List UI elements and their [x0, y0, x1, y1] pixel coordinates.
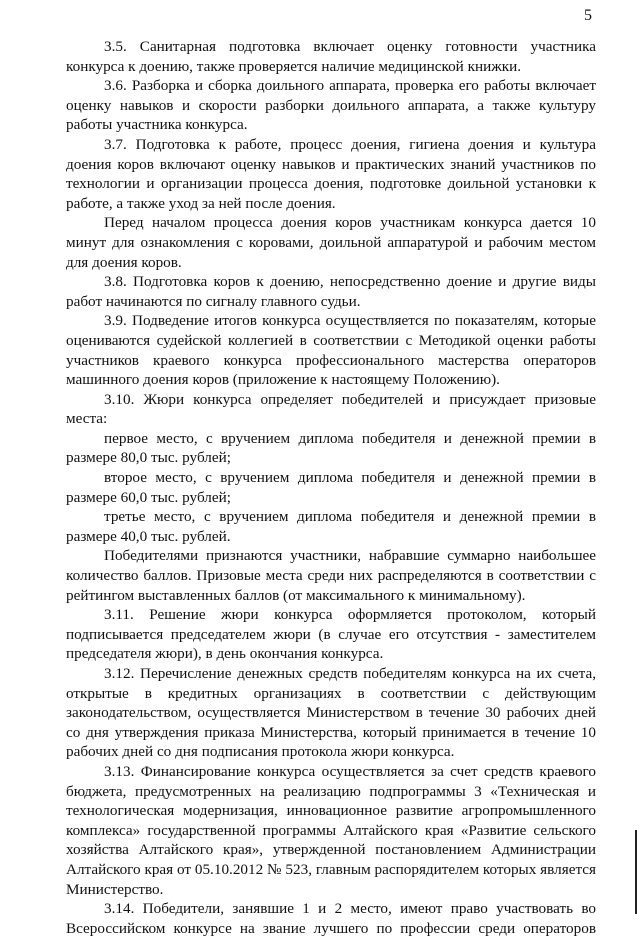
scan-edge-line [635, 830, 637, 914]
paragraph-preparation-time: Перед началом процесса доения коров участникам конкурса дается 10 минут для ознакомления с коровами, доильной аппаратурой и рабочим местом для доения коров. [66, 214, 596, 271]
paragraph-winners: Победителями признаются участники, набравшие суммарно наибольшее количество баллов. Призовые места среди них распределяются в соответствии с рейтингом выставленных баллов (от максимального к минимальному). [66, 547, 596, 604]
paragraph-3-7: 3.7. Подготовка к работе, процесс доения, гигиена доения и культура доения коров включают оценку навыков и практических знаний участников по технологии и организации процесса доения, подготовке доильной установки к работе, а также уход за ней после доения. [66, 135, 596, 212]
paragraph-3-6: 3.6. Разборка и сборка доильного аппарата, проверка его работы включает оценку навыков и скорости разборки доильного аппарата, а также культуру работы участника конкурса. [66, 77, 596, 134]
paragraph-3-14: 3.14. Победители, занявшие 1 и 2 место, имеют право участвовать во Всероссийском конкурсе на звание лучшего по профессии среди операторов [66, 900, 596, 937]
paragraph-third-place: третье место, с вручением диплома победителя и денежной премии в размере 40,0 тыс. рублей. [66, 508, 596, 545]
paragraph-3-9: 3.9. Подведение итогов конкурса осуществляется по показателям, которые оцениваются судейской коллегией в соответствии с Методикой оценки работы участников краевого конкурса профессионального мастерства операторов машинного доения коров (приложение к настоящему Положению). [66, 312, 596, 389]
paragraph-3-8: 3.8. Подготовка коров к доению, непосредственно доение и другие виды работ начинаются по сигналу главного судьи. [66, 273, 596, 310]
paragraph-3-12: 3.12. Перечисление денежных средств победителям конкурса на их счета, открытые в кредитных организациях в соответствии с действующим законодательством, осуществляется Министерством в течение 30 рабочих дней со дня утверждения приказа Министерства, который принимается в течение 10 рабочих дней со дня подписания протокола жюри конкурса. [66, 665, 596, 761]
document-body [66, 37, 596, 938]
paragraph-first-place: первое место, с вручением диплома победителя и денежной премии в размере 80,0 тыс. рублей; [66, 429, 596, 467]
paragraph-3-11: 3.11. Решение жюри конкурса оформляется протоколом, который подписывается председателем жюри (в случае его отсутствия - заместителем председателя жюри), в день окончания конкурса. [66, 606, 596, 663]
paragraph-3-13: 3.13. Финансирование конкурса осуществляется за счет средств краевого бюджета, предусмотренных на реализацию подпрограммы 3 «Техническая и технологическая модернизация, инновационное развитие агропромышленного комплекса» государственной программы Алтайского края «Развитие сельского хозяйства Алтайского края», утвержденной постановлением Администрации Алтайского края от 05.10.2012 № 523, главным распорядителем которых является Министерство. [66, 762, 596, 898]
paragraph-3-10: 3.10. Жюри конкурса определяет победителей и присуждает призовые места: [66, 390, 596, 428]
page-number: 5 [584, 7, 592, 24]
paragraph-second-place: второе место, с вручением диплома победителя и денежной премии в размере 60,0 тыс. рублей; [66, 469, 596, 506]
paragraph-3-5: 3.5. Санитарная подготовка включает оценку готовности участника конкурса к доению, также проверяется наличие медицинской книжки. [66, 38, 596, 75]
